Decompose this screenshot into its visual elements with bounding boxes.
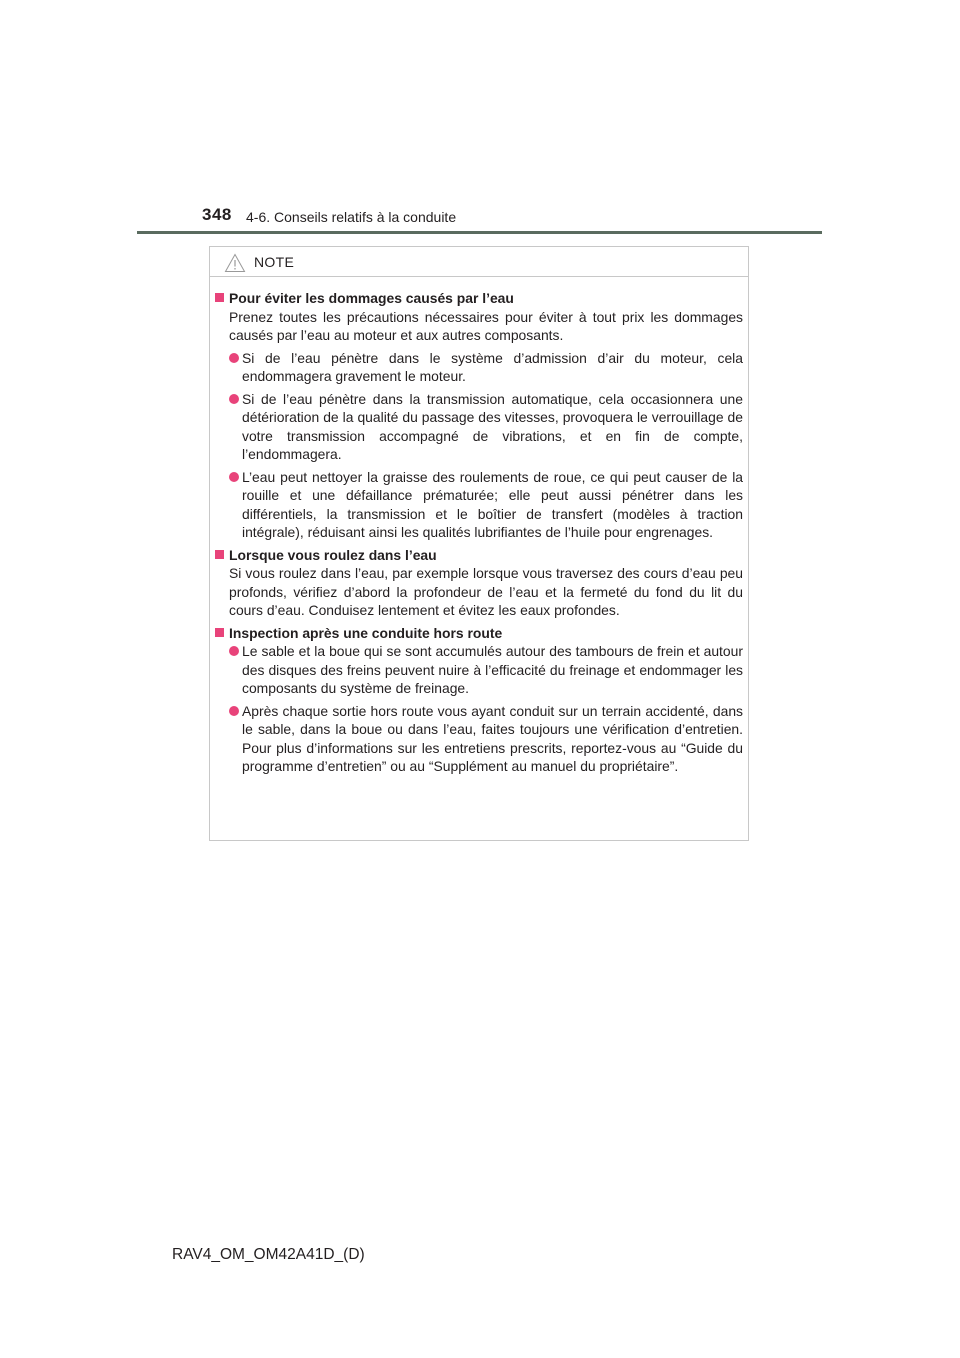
list-item [229,349,743,386]
circle-bullet-icon [229,472,239,482]
topic-title-text: Lorsque vous roulez dans l’eau [229,546,437,563]
header-rule [137,231,822,234]
list-item-text: L’eau peut nettoyer la graisse des roulements de roue, ce qui peut causer de la rouille et une défaillance prématurée; elle peut aussi pénétrer dans les différentiels, la transmission et le boîtier de transfert (modèles à traction intégrale), réduisant ainsi les qualités lubrifiantes de l’huile pour engrenages. [242,468,743,540]
topic-water-damage [215,289,743,542]
section-title: 4-6. Conseils relatifs à la conduite [246,209,457,225]
square-bullet-icon [215,628,224,637]
document-id: RAV4_OM_OM42A41D_(D) [172,1246,365,1263]
topic-text: Prenez toutes les précautions nécessaires pour éviter à tout prix les dommages causés par l’eau au moteur et aux autres composants. [229,308,743,343]
list-item-text: Le sable et la boue qui se sont accumulés autour des tambours de frein et autour des disques des freins peuvent nuire à l’efficacité du freinage et endommager les composants du système de freinage. [242,643,743,696]
topic-title [215,624,743,643]
list-item [229,390,743,464]
page-number: 348 [202,205,232,224]
note-body [215,289,743,780]
topic-title [215,546,743,565]
note-label: NOTE [254,254,295,270]
topic-text: Si vous roulez dans l’eau, par exemple lorsque vous traversez des cours d’eau peu profonds, vérifiez d’abord la profondeur de l’eau et la fermeté du fond du lit du cours d’eau. Conduisez lentement et évitez les eaux profondes. [229,565,743,618]
square-bullet-icon [215,550,224,559]
topic-title-text: Inspection après une conduite hors route [229,624,503,641]
topic-title [215,289,743,308]
square-bullet-icon [215,293,224,302]
circle-bullet-icon [229,394,239,404]
circle-bullet-icon [229,353,239,363]
list-item [229,642,743,698]
circle-bullet-icon [229,706,239,716]
list-item-text: Si de l’eau pénètre dans le système d’admission d’air du moteur, cela endommagera gravement le moteur. [242,349,743,384]
note-header [210,247,748,277]
note-box [209,246,749,841]
topic-driving-in-water [215,546,743,620]
list-item [229,702,743,776]
topic-title-text: Pour éviter les dommages causés par l’eau [229,290,514,306]
list-item [229,468,743,542]
circle-bullet-icon [229,646,239,656]
list-item-text: Après chaque sortie hors route vous ayant conduit sur un terrain accidenté, dans le sable, dans la boue ou dans l’eau, faites toujours une vérification d’entretien. Pour plus d’informations sur les entretiens prescrits, reportez-vous au “Guide du programme d’entretien” ou au “Supplément au manuel du propriétaire”. [242,702,743,774]
page-header [0,0,960,240]
topic-offroad-inspection [215,624,743,776]
list-item-text: Si de l’eau pénètre dans la transmission automatique, cela occasionnera une détérioration de la qualité du passage des vitesses, provoquera le verrouillage de votre transmission accompagné de vibrations, et en fin de compte, l’endommagera. [242,390,743,462]
warning-triangle-icon [224,253,246,273]
